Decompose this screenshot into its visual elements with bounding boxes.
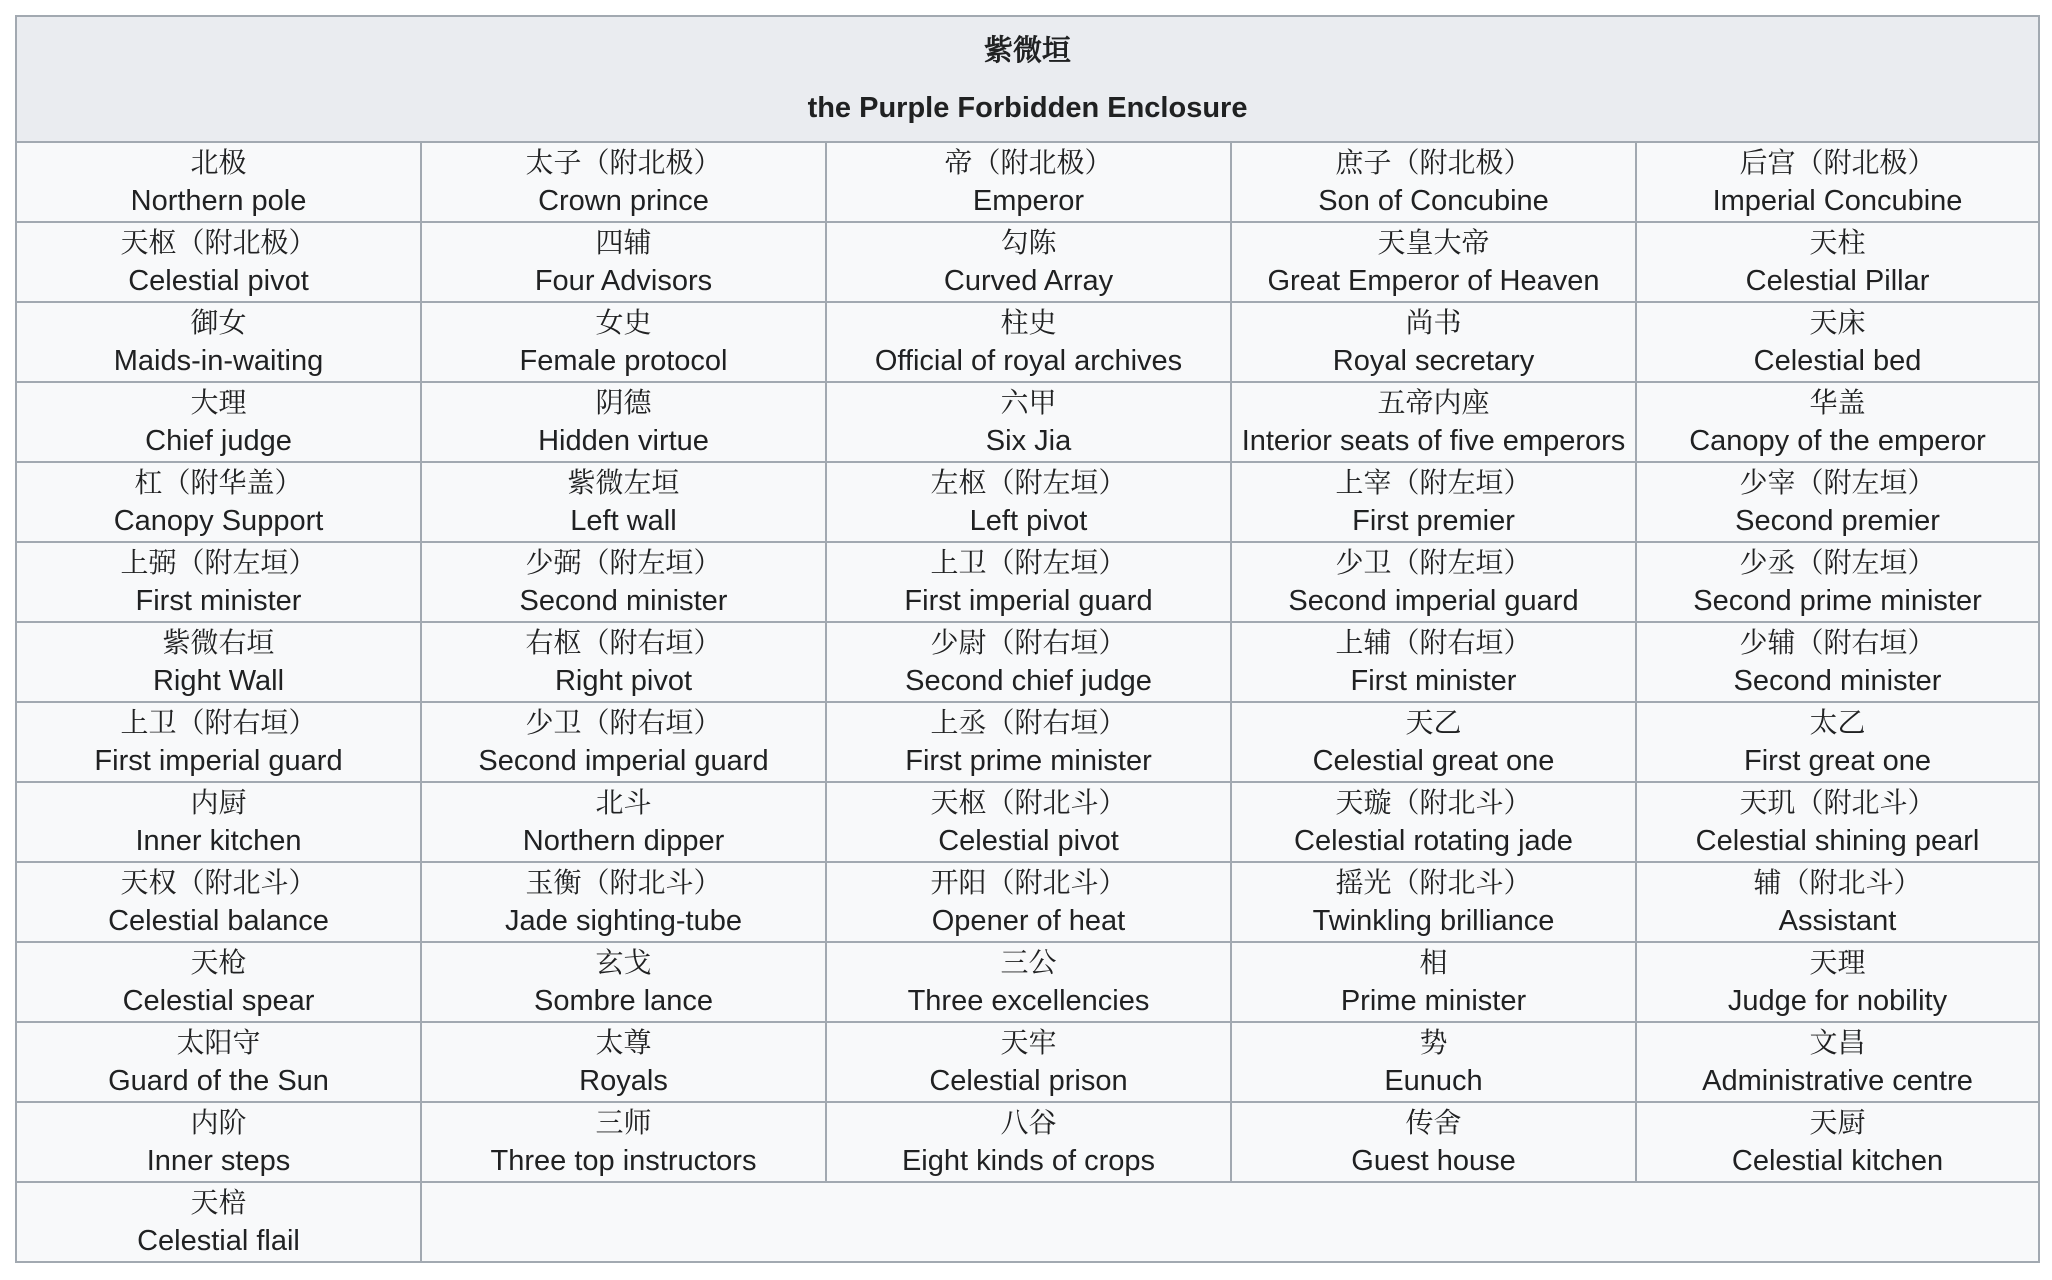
star-name-english: Second prime minister: [1693, 585, 1982, 617]
table-cell: [826, 782, 1231, 862]
star-name-chinese: 天枢（附北极）: [120, 226, 317, 259]
star-name-english: Hidden virtue: [538, 425, 709, 457]
star-name-chinese: 太子（附北极）: [525, 146, 722, 179]
star-name-english: Emperor: [972, 185, 1085, 217]
star-name-english: Royals: [579, 1065, 668, 1097]
table-header-row: [16, 16, 2039, 142]
star-name-english: Jade sighting-tube: [505, 905, 742, 937]
star-name-chinese: 北斗: [595, 786, 652, 819]
star-name-english: Right pivot: [554, 665, 692, 697]
star-name-chinese: 三公: [1000, 946, 1057, 979]
table-row: [16, 462, 2039, 542]
table-cell: [421, 622, 826, 702]
table-row: [16, 622, 2039, 702]
star-name-chinese: 北极: [190, 146, 247, 179]
table-cell: [16, 1102, 421, 1182]
star-name-chinese: 少丞（附左垣）: [1739, 546, 1936, 579]
star-name-chinese: 摇光（附北斗）: [1335, 866, 1532, 899]
table-cell: [826, 142, 1231, 222]
table-cell: [1636, 622, 2039, 702]
star-name-chinese: 天理: [1809, 946, 1866, 979]
star-name-chinese: 柱史: [1000, 306, 1057, 339]
star-name-chinese: 天玑（附北斗）: [1739, 786, 1936, 819]
table-row: [16, 1102, 2039, 1182]
star-name-english: First prime minister: [905, 745, 1152, 777]
table-body: [16, 16, 2039, 1262]
table-cell: [421, 222, 826, 302]
table-cell: [16, 622, 421, 702]
table-cell: [826, 1022, 1231, 1102]
table-row: [16, 302, 2039, 382]
star-name-english: Son of Concubine: [1318, 185, 1549, 217]
star-name-english: Celestial rotating jade: [1294, 825, 1573, 857]
star-name-english: Canopy of the emperor: [1689, 425, 1986, 457]
star-name-english: Administrative centre: [1702, 1065, 1973, 1097]
table-cell: [421, 382, 826, 462]
table-row: [16, 942, 2039, 1022]
star-name-english: Four Advisors: [534, 265, 713, 297]
star-name-english: First minister: [1350, 665, 1517, 697]
table-cell: [1636, 782, 2039, 862]
table-cell: [16, 462, 421, 542]
table-cell: [421, 302, 826, 382]
table-cell: [16, 542, 421, 622]
star-name-chinese: 华盖: [1809, 386, 1866, 419]
star-name-chinese: 上弼（附左垣）: [120, 546, 317, 579]
star-name-english: Second imperial guard: [1288, 585, 1579, 617]
table-cell: [1231, 142, 1636, 222]
table-cell: [1636, 862, 2039, 942]
star-name-chinese: 玉衡（附北斗）: [525, 866, 722, 899]
star-name-english: Curved Array: [943, 265, 1114, 297]
star-name-chinese: 少卫（附右垣）: [525, 706, 722, 739]
table-cell: [1636, 302, 2039, 382]
star-name-chinese: 上辅（附右垣）: [1335, 626, 1532, 659]
star-name-english: Royal secretary: [1332, 345, 1535, 377]
star-name-english: Northern pole: [130, 185, 307, 217]
star-name-english: Second minister: [519, 585, 728, 617]
star-name-chinese: 帝（附北极）: [944, 146, 1113, 179]
table-cell: [16, 1182, 421, 1262]
star-name-chinese: 上卫（附右垣）: [120, 706, 317, 739]
star-name-chinese: 开阳（附北斗）: [930, 866, 1127, 899]
star-name-english: Three top instructors: [490, 1145, 757, 1177]
table-cell: [1231, 382, 1636, 462]
star-name-chinese: 女史: [595, 306, 652, 339]
star-name-english: Opener of heat: [931, 905, 1126, 937]
star-name-english: Assistant: [1778, 905, 1897, 937]
star-name-chinese: 少卫（附左垣）: [1335, 546, 1532, 579]
table-cell: [1231, 542, 1636, 622]
star-name-chinese: 天乙: [1405, 706, 1462, 739]
table-row: [16, 222, 2039, 302]
table-cell: [16, 1022, 421, 1102]
star-name-english: Official of royal archives: [874, 345, 1183, 377]
table-row: [16, 702, 2039, 782]
table-cell: [826, 942, 1231, 1022]
star-name-chinese: 八谷: [1000, 1106, 1057, 1139]
star-name-english: Prime minister: [1340, 985, 1527, 1017]
star-name-english: Celestial bed: [1753, 345, 1922, 377]
table-cell: [1636, 382, 2039, 462]
star-name-chinese: 少尉（附右垣）: [930, 626, 1127, 659]
star-name-chinese: 玄戈: [595, 946, 652, 979]
star-name-chinese: 内阶: [190, 1106, 247, 1139]
star-name-english: Celestial balance: [108, 905, 329, 937]
table-cell: [421, 1102, 826, 1182]
star-name-english: Second premier: [1735, 505, 1940, 537]
star-name-english: First imperial guard: [904, 585, 1153, 617]
table-header-cell: [16, 16, 2039, 142]
star-name-chinese: 少辅（附右垣）: [1739, 626, 1936, 659]
table-cell: [16, 942, 421, 1022]
table-cell: [421, 1022, 826, 1102]
star-name-english: Second chief judge: [905, 665, 1152, 697]
star-name-english: Eunuch: [1384, 1065, 1483, 1097]
table-cell: [826, 302, 1231, 382]
table-cell: [1231, 622, 1636, 702]
star-name-chinese: 三师: [595, 1106, 652, 1139]
star-name-english: Maids-in-waiting: [113, 345, 324, 377]
table-title-english: the Purple Forbidden Enclosure: [807, 92, 1248, 124]
table-row: [16, 782, 2039, 862]
star-name-english: Three excellencies: [907, 985, 1150, 1017]
table-cell: [1231, 942, 1636, 1022]
star-name-chinese: 天权（附北斗）: [120, 866, 317, 899]
star-name-chinese: 尚书: [1405, 306, 1462, 339]
star-name-chinese: 天璇（附北斗）: [1335, 786, 1532, 819]
table-cell: [1636, 1102, 2039, 1182]
star-name-english: Inner kitchen: [135, 825, 302, 857]
star-name-chinese: 紫微左垣: [567, 466, 680, 499]
star-name-chinese: 庶子（附北极）: [1335, 146, 1532, 179]
star-name-english: Crown prince: [538, 185, 709, 217]
star-name-english: Left pivot: [969, 505, 1088, 537]
table-cell: [16, 862, 421, 942]
star-name-chinese: 天牢: [1000, 1026, 1057, 1059]
table-cell: [16, 782, 421, 862]
table-cell: [1231, 302, 1636, 382]
table-cell: [1636, 942, 2039, 1022]
star-name-english: Twinkling brilliance: [1312, 905, 1555, 937]
empty-table-cell: [421, 1182, 2039, 1262]
star-name-chinese: 御女: [190, 306, 247, 339]
star-name-chinese: 内厨: [190, 786, 247, 819]
table-cell: [1636, 702, 2039, 782]
table-cell: [16, 702, 421, 782]
star-name-english: Imperial Concubine: [1712, 185, 1963, 217]
star-name-chinese: 少宰（附左垣）: [1739, 466, 1936, 499]
star-name-chinese: 右枢（附右垣）: [525, 626, 722, 659]
star-name-chinese: 六甲: [1000, 386, 1057, 419]
table-cell: [16, 302, 421, 382]
table-cell: [1636, 462, 2039, 542]
star-name-english: Interior seats of five emperors: [1241, 425, 1626, 457]
table-cell: [1636, 542, 2039, 622]
star-name-chinese: 后宫（附北极）: [1739, 146, 1936, 179]
table-cell: [1231, 222, 1636, 302]
star-name-english: Celestial spear: [122, 985, 315, 1017]
table-row: [16, 542, 2039, 622]
table-cell: [1636, 1022, 2039, 1102]
table-cell: [16, 142, 421, 222]
star-name-chinese: 四辅: [595, 226, 652, 259]
star-name-english: First imperial guard: [94, 745, 343, 777]
star-name-english: Female protocol: [519, 345, 728, 377]
star-name-english: Celestial great one: [1312, 745, 1555, 777]
star-name-english: Canopy Support: [113, 505, 324, 537]
table-cell: [421, 862, 826, 942]
star-name-english: Celestial Pillar: [1745, 265, 1930, 297]
star-name-chinese: 太阳守: [176, 1026, 261, 1059]
table-cell: [826, 1102, 1231, 1182]
star-name-english: Sombre lance: [534, 985, 713, 1017]
table-cell: [421, 142, 826, 222]
table-cell: [1231, 1022, 1636, 1102]
star-name-chinese: 天柱: [1809, 226, 1866, 259]
table-cell: [16, 222, 421, 302]
star-name-english: Celestial pivot: [938, 825, 1119, 857]
star-name-english: Inner steps: [146, 1145, 291, 1177]
table-cell: [826, 382, 1231, 462]
star-name-chinese: 势: [1419, 1026, 1448, 1059]
star-name-chinese: 左枢（附左垣）: [930, 466, 1127, 499]
constellation-table: [15, 15, 2040, 1263]
star-name-chinese: 勾陈: [1000, 226, 1057, 259]
table-cell: [421, 542, 826, 622]
table-cell: [16, 382, 421, 462]
star-name-chinese: 辅（附北斗）: [1753, 866, 1922, 899]
table-row: [16, 382, 2039, 462]
star-name-english: Celestial flail: [137, 1225, 300, 1257]
table-cell: [1231, 1102, 1636, 1182]
star-name-chinese: 太尊: [595, 1026, 652, 1059]
star-name-english: Great Emperor of Heaven: [1267, 265, 1600, 297]
star-name-english: Northern dipper: [522, 825, 725, 857]
table-title-chinese: 紫微垣: [984, 33, 1072, 67]
star-name-chinese: 文昌: [1809, 1026, 1866, 1059]
table-cell: [826, 542, 1231, 622]
table-cell: [826, 862, 1231, 942]
star-name-english: Second imperial guard: [478, 745, 769, 777]
star-name-chinese: 紫微右垣: [162, 626, 275, 659]
table-cell: [826, 462, 1231, 542]
star-name-chinese: 传舍: [1405, 1106, 1462, 1139]
star-name-chinese: 少弼（附左垣）: [525, 546, 722, 579]
star-name-english: First minister: [135, 585, 302, 617]
table-row: [16, 142, 2039, 222]
star-name-english: Second minister: [1733, 665, 1942, 697]
table-row: [16, 862, 2039, 942]
star-name-english: Guest house: [1351, 1145, 1516, 1177]
table-cell: [1231, 702, 1636, 782]
table-cell: [421, 462, 826, 542]
star-name-english: First premier: [1352, 505, 1515, 537]
star-name-chinese: 上卫（附左垣）: [930, 546, 1127, 579]
star-name-english: Eight kinds of crops: [901, 1145, 1156, 1177]
table-cell: [421, 942, 826, 1022]
star-name-english: Celestial kitchen: [1731, 1145, 1944, 1177]
star-name-chinese: 杠（附华盖）: [134, 466, 303, 499]
star-name-chinese: 上丞（附右垣）: [930, 706, 1127, 739]
table-cell: [1231, 782, 1636, 862]
table-row: [16, 1022, 2039, 1102]
table-cell: [826, 622, 1231, 702]
table-cell: [826, 702, 1231, 782]
star-name-chinese: 太乙: [1809, 706, 1866, 739]
star-name-chinese: 大理: [190, 386, 247, 419]
star-name-english: Celestial pivot: [128, 265, 309, 297]
table-cell: [1636, 222, 2039, 302]
star-name-chinese: 天枢（附北斗）: [930, 786, 1127, 819]
star-name-english: Chief judge: [145, 425, 292, 457]
star-name-chinese: 相: [1419, 946, 1448, 979]
star-name-chinese: 五帝内座: [1377, 386, 1490, 419]
star-name-english: First great one: [1744, 745, 1931, 777]
table-cell: [421, 782, 826, 862]
table-cell: [1231, 462, 1636, 542]
star-name-chinese: 天皇大帝: [1377, 226, 1490, 259]
star-name-english: Celestial prison: [929, 1065, 1128, 1097]
star-name-english: Judge for nobility: [1727, 985, 1948, 1017]
table-cell: [421, 702, 826, 782]
table-cell: [1231, 862, 1636, 942]
star-name-chinese: 天厨: [1809, 1106, 1866, 1139]
star-name-chinese: 阴德: [595, 386, 652, 419]
table-cell: [826, 222, 1231, 302]
star-name-english: Guard of the Sun: [108, 1065, 329, 1097]
star-name-chinese: 天床: [1809, 306, 1866, 339]
star-name-english: Celestial shining pearl: [1695, 825, 1980, 857]
star-name-chinese: 天枪: [190, 946, 247, 979]
star-name-english: Right Wall: [152, 665, 285, 697]
star-name-chinese: 上宰（附左垣）: [1335, 466, 1532, 499]
table-cell: [1636, 142, 2039, 222]
constellation-table-wrapper: [15, 15, 2038, 1263]
star-name-english: Six Jia: [985, 425, 1072, 457]
star-name-chinese: 天棓: [190, 1186, 247, 1219]
table-row: [16, 1182, 2039, 1262]
star-name-english: Left wall: [570, 505, 677, 537]
